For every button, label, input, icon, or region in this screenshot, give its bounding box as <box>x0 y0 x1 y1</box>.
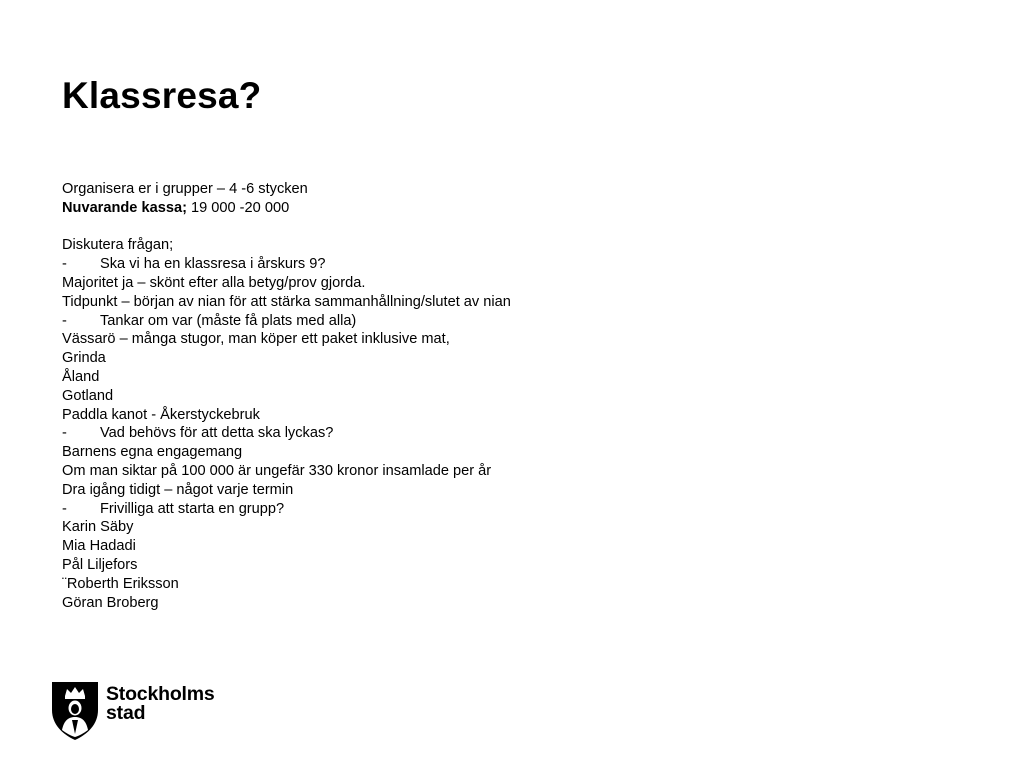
line-text: Majoritet ja – skönt efter alla betyg/prov gjorda. <box>62 274 366 291</box>
text-line <box>62 330 962 349</box>
line-text: Pål Liljefors <box>62 556 138 573</box>
text-line <box>62 236 962 255</box>
text-line <box>62 462 962 481</box>
slide-content <box>62 180 962 612</box>
text-line <box>62 556 962 575</box>
kassa-line <box>62 199 962 218</box>
bullet-item <box>62 424 962 443</box>
text-line <box>62 443 962 462</box>
discussion-list <box>62 236 962 612</box>
bullet-dash: - <box>62 256 67 273</box>
text-line <box>62 406 962 425</box>
logo-line-2: stad <box>106 702 146 724</box>
bullet-dash: - <box>62 312 67 329</box>
text-line <box>62 293 962 312</box>
text-line <box>62 368 962 387</box>
text-line <box>62 518 962 537</box>
line-text: Göran Broberg <box>62 594 159 611</box>
stockholm-crown-shield-icon <box>52 682 98 740</box>
intro-line: Organisera er i grupper – 4 -6 stycken <box>62 181 308 197</box>
line-text: Gotland <box>62 387 114 404</box>
line-text: Diskutera frågan; <box>62 237 174 254</box>
text-line <box>62 349 962 368</box>
line-text: Tankar om var (måste få plats med alla) <box>100 312 357 329</box>
text-line <box>62 575 962 594</box>
kassa-value: 19 000 -20 000 <box>186 199 290 216</box>
text-line <box>62 481 962 500</box>
line-text: Åland <box>62 368 100 385</box>
line-text: Karin Säby <box>62 519 134 536</box>
line-text: Frivilliga att starta en grupp? <box>100 500 285 517</box>
text-line <box>62 537 962 556</box>
line-text: Vad behövs för att detta ska lyckas? <box>100 425 334 442</box>
line-text: Barnens egna engagemang <box>62 444 243 461</box>
bullet-item <box>62 500 962 519</box>
text-line <box>62 274 962 293</box>
bullet-item <box>62 255 962 274</box>
kassa-label: Nuvarande kassa; <box>62 199 187 216</box>
line-text: Paddla kanot - Åkerstyckebruk <box>62 406 260 423</box>
spacer <box>62 218 962 237</box>
line-text: ¨Roberth Eriksson <box>62 575 179 592</box>
line-text: Mia Hadadi <box>62 538 136 555</box>
line-text: Ska vi ha en klassresa i årskurs 9? <box>100 256 326 273</box>
line-text: Grinda <box>62 350 106 367</box>
text-line <box>62 387 962 406</box>
bullet-dash: - <box>62 500 67 517</box>
line-text: Dra igång tidigt – något varje termin <box>62 481 294 498</box>
slide-title: Klassresa? <box>62 75 262 116</box>
line-text: Om man siktar på 100 000 är ungefär 330 kronor insamlade per år <box>62 462 492 479</box>
text-line <box>62 594 962 613</box>
bullet-dash: - <box>62 425 67 442</box>
logo-wordmark <box>106 685 215 723</box>
line-text: Vässarö – många stugor, man köper ett paket inklusive mat, <box>62 331 450 348</box>
line-text: Tidpunkt – början av nian för att stärka sammanhållning/slutet av nian <box>62 293 511 310</box>
logo-line-1: Stockholms <box>106 683 215 705</box>
bullet-item <box>62 312 962 331</box>
